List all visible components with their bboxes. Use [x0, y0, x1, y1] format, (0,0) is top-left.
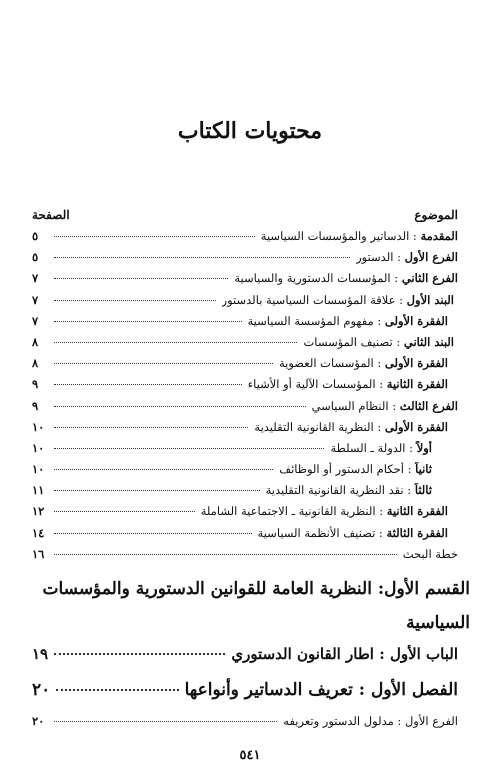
entry-label: الفقرة الثانية — [386, 377, 448, 392]
entry-page: ١٠ — [32, 419, 45, 434]
entry-label: الفقرة الأولى — [384, 356, 448, 371]
toc-entry[interactable] — [32, 420, 458, 441]
dot-leader — [54, 469, 273, 470]
entry-label: ثانياً — [415, 462, 432, 477]
entry-label: الفقرة الثانية — [386, 504, 448, 519]
entry-text: : نقد النظرية القانونية التقليدية — [265, 483, 415, 498]
dot-leader — [54, 363, 273, 364]
page-number: ٥٤١ — [239, 748, 261, 763]
entry-text: : النظرية القانونية التقليدية — [254, 419, 385, 434]
entry-page: ١٢ — [32, 504, 45, 519]
chapter-entry[interactable] — [32, 645, 458, 663]
entry-text: : الدولة ـ السلطة — [330, 440, 417, 455]
entry-page: ٢٠ — [32, 714, 45, 728]
entry-title — [222, 293, 454, 307]
dot-leader — [54, 300, 216, 301]
entry-title — [254, 420, 448, 434]
entry-text: : تصنيف الأنظمة السياسية — [257, 525, 387, 540]
toc-entry[interactable] — [32, 462, 458, 483]
entry-text: : النظرية القانونية ـ الاجتماعية الشاملة — [200, 504, 387, 519]
dot-leader — [54, 427, 248, 428]
entry-text: خطة البحث — [402, 546, 458, 561]
entry-text: : المؤسسات العضوية — [279, 356, 385, 371]
toc-entry[interactable] — [32, 335, 458, 356]
entry-title — [266, 483, 432, 497]
dot-leader — [56, 689, 178, 691]
entry-label: ثالثاً — [414, 483, 432, 498]
entry-page: ٧ — [32, 292, 39, 307]
entry-label: المقدمة — [420, 229, 458, 243]
dot-leader — [54, 448, 324, 449]
entry-title — [258, 526, 448, 540]
part-heading: القسم الأول: النظرية العامة للقوانين الدستورية والمؤسسات السياسية — [42, 579, 470, 633]
entry-page: ٨ — [32, 334, 39, 349]
entry-title: الفرع الأول : مدلول الدستور وتعريفه — [283, 714, 458, 728]
section-page: ٢٠ — [32, 680, 51, 700]
dot-leader — [54, 278, 228, 279]
entry-page: ٥ — [32, 250, 39, 265]
entry-text: : أحكام الدستور أو الوظائف — [279, 462, 416, 477]
toc-entry[interactable] — [32, 714, 458, 728]
subject-header: الموضوع — [414, 208, 458, 222]
entry-label: الفرع الثاني — [401, 271, 458, 286]
entry-page: ١٤ — [32, 525, 45, 540]
dot-leader — [54, 384, 242, 385]
entry-title — [201, 504, 448, 518]
section-title: الفصل الأول : تعريف الدساتير وأنواعها — [184, 680, 458, 700]
entry-page: ٨ — [32, 356, 39, 371]
entry-label: الفقرة الثالثة — [386, 525, 448, 540]
dot-leader — [54, 490, 260, 491]
toc-header — [32, 208, 458, 222]
toc-entry[interactable] — [32, 250, 458, 271]
entry-text: : المؤسسات الآلية أو الأشياء — [247, 377, 387, 392]
entry-page: ٥ — [32, 229, 39, 243]
entry-label: الفرع الأول — [404, 250, 458, 265]
toc-entry[interactable] — [32, 229, 458, 250]
dot-leader — [54, 511, 195, 512]
entry-page: ١٠ — [32, 462, 45, 477]
toc-entry[interactable] — [32, 547, 458, 568]
dot-leader — [54, 342, 297, 343]
entry-title — [330, 441, 432, 455]
dot-leader — [54, 533, 252, 534]
entry-label: أولاً — [416, 440, 432, 455]
entry-page: ١٠ — [32, 440, 45, 455]
entry-page: ١٦ — [32, 546, 45, 561]
page-header: الصفحة — [32, 208, 70, 222]
entry-title — [403, 547, 458, 561]
entry-title — [261, 229, 458, 243]
entry-label: الفقرة الأولى — [384, 313, 448, 328]
entry-title — [279, 356, 448, 370]
chapter-page: ١٩ — [32, 645, 49, 663]
toc-entry[interactable] — [32, 356, 458, 377]
dot-leader — [54, 721, 277, 722]
entry-page: ٩ — [32, 398, 39, 413]
entry-title — [312, 399, 458, 413]
dot-leader — [54, 554, 397, 555]
entry-page: ١١ — [32, 483, 45, 498]
toc-entry[interactable] — [32, 504, 458, 525]
entry-text: : الدساتير والمؤسسات السياسية — [260, 229, 421, 243]
entry-label: البند الأول — [406, 292, 454, 307]
entry-text: : النظام السياسي — [311, 398, 400, 413]
entry-page: ٩ — [32, 377, 39, 392]
entry-title — [234, 271, 458, 285]
toc-list — [32, 229, 458, 568]
toc-entry[interactable] — [32, 271, 458, 292]
entry-text: : مفهوم المؤسسة السياسية — [247, 313, 385, 328]
toc-entry[interactable] — [32, 399, 458, 420]
toc-entry[interactable] — [32, 314, 458, 335]
entry-text: : علاقة المؤسسات السياسية بالدستور — [221, 292, 407, 307]
page-title: محتويات الكتاب — [177, 118, 323, 144]
entry-label: الفقرة الأولى — [384, 419, 448, 434]
toc-entry[interactable] — [32, 377, 458, 398]
entry-title — [248, 377, 448, 391]
entry-title — [356, 250, 458, 264]
entry-text: : تصنيف المؤسسات — [303, 334, 404, 349]
entry-text: : الدستور — [356, 250, 405, 265]
entry-title — [279, 462, 432, 476]
toc-entry[interactable] — [32, 526, 458, 547]
chapter-title: الباب الأول : اطار القانون الدستوري — [231, 645, 458, 663]
entry-label: الفرع الثالث — [399, 398, 458, 413]
entry-label: البند الثاني — [403, 334, 454, 349]
toc-entry[interactable] — [32, 293, 458, 314]
entry-page: ٧ — [32, 313, 39, 328]
dot-leader — [54, 257, 350, 258]
entry-page: ٧ — [32, 271, 39, 286]
dot-leader — [54, 236, 255, 237]
dot-leader — [54, 653, 225, 655]
dot-leader — [54, 406, 306, 407]
entry-title — [303, 335, 454, 349]
entry-text: : المؤسسات الدستورية والسياسية — [234, 271, 402, 286]
toc-entry[interactable] — [32, 441, 458, 462]
dot-leader — [54, 321, 242, 322]
entry-title — [248, 314, 449, 328]
section-entry[interactable] — [32, 680, 458, 700]
toc-entry[interactable] — [32, 483, 458, 504]
